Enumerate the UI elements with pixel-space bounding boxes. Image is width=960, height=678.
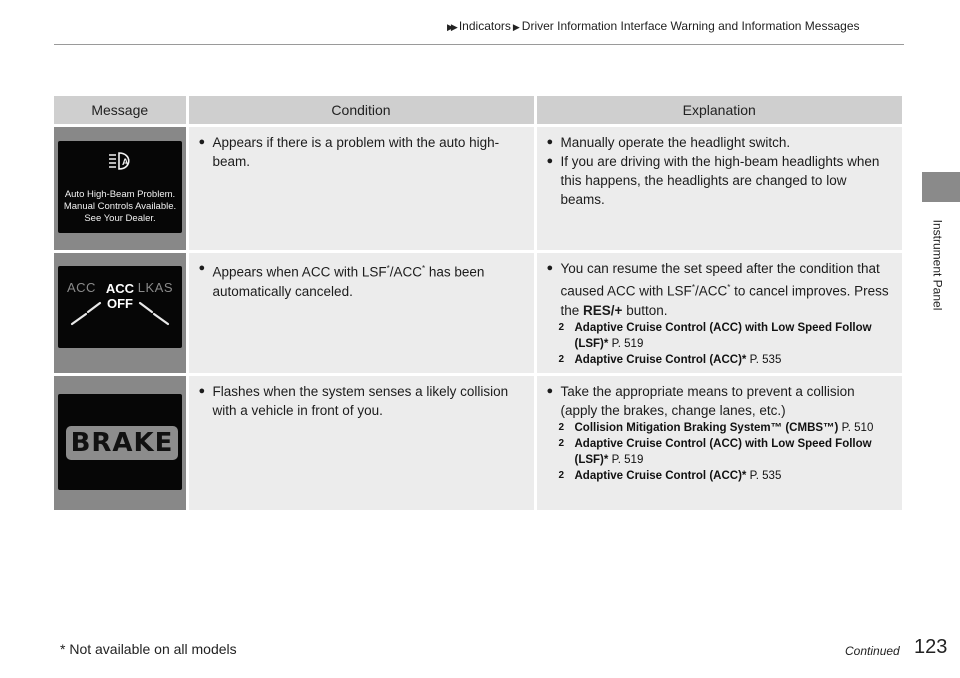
- cross-reference-link[interactable]: 2 Adaptive Cruise Control (ACC) with Low Speed Follow (LSF)* P. 519: [558, 438, 872, 466]
- svg-text:A: A: [122, 157, 129, 167]
- acc-off-label: ACC OFF: [105, 281, 135, 311]
- bullet-icon: [199, 382, 213, 420]
- reference-arrow-icon: 2: [558, 438, 565, 449]
- screen-line: Auto High-Beam Problem.: [64, 189, 176, 200]
- list-item: ● Appears when ACC with LSF*/ACC* has been automatically canceled.: [199, 259, 526, 301]
- header-message: Message: [54, 96, 187, 126]
- bullet-icon: [547, 259, 561, 320]
- cross-reference-link[interactable]: 2 Collision Mitigation Braking System™ (CMBS™) P. 510: [558, 422, 874, 434]
- header-condition: Condition: [187, 96, 535, 126]
- acc-off-screen: [58, 266, 182, 348]
- res-button-name: RES/+: [583, 302, 623, 318]
- double-arrow-icon: ▶▶: [447, 22, 455, 32]
- message-table: [54, 96, 902, 510]
- condition-cell: [187, 126, 535, 252]
- header-explanation: Explanation: [535, 96, 902, 126]
- message-cell: [54, 252, 187, 375]
- bullet-icon: [199, 259, 213, 301]
- reference-arrow-icon: 2: [558, 353, 565, 365]
- cross-reference-link[interactable]: 2 Adaptive Cruise Control (ACC)* P. 535: [558, 353, 782, 366]
- list-item: ● Flashes when the system senses a likely collision with a vehicle in front of you.: [199, 382, 526, 420]
- bullet-icon: [199, 133, 213, 171]
- breadcrumb-section: Indicators: [458, 19, 511, 33]
- list-item: ● You can resume the set speed after the condition that caused ACC with LSF*/ACC* to cancel improves. Press the RES/+ button.: [547, 259, 895, 320]
- condition-cell: [187, 252, 535, 375]
- list-item: ● Manually operate the headlight switch.: [547, 133, 895, 152]
- list-item: ● If you are driving with the high-beam headlights when this happens, the headlights are changed to low beams.: [547, 152, 895, 209]
- reference-arrow-icon: 2: [558, 470, 565, 481]
- bullet-icon: [547, 152, 561, 209]
- table-row: [54, 375, 902, 511]
- auto-high-beam-screen: [58, 141, 182, 233]
- page-number: 123: [914, 636, 948, 658]
- brake-warning-screen: [58, 394, 182, 490]
- auto-high-beam-icon: [108, 151, 134, 171]
- message-cell: [54, 375, 187, 511]
- cross-reference-link[interactable]: 2 Adaptive Cruise Control (ACC) with Low Speed Follow (LSF)* P. 519: [558, 321, 872, 350]
- cross-reference-link[interactable]: 2 Adaptive Cruise Control (ACC)* P. 535: [558, 470, 782, 482]
- table-header-row: [54, 96, 902, 126]
- explanation-cell: [535, 126, 902, 252]
- acc-indicator-label: ACC: [67, 280, 96, 295]
- reference-arrow-icon: 2: [558, 422, 565, 433]
- footnote: * Not available on all models: [60, 641, 237, 657]
- breadcrumb-subsection: Driver Information Interface Warning and Information Messages: [521, 19, 860, 33]
- explanation-cell: [535, 375, 902, 511]
- screen-line: Manual Controls Available.: [63, 201, 177, 212]
- arrow-icon: ▶: [512, 22, 520, 32]
- lkas-indicator-label: LKAS: [137, 280, 173, 295]
- breadcrumb: [447, 19, 860, 33]
- table-row: [54, 252, 902, 375]
- condition-cell: [187, 375, 535, 511]
- table-row: [54, 126, 902, 252]
- list-item: ● Take the appropriate means to prevent a collision (apply the brakes, change lanes, etc.): [547, 382, 895, 420]
- list-item: ● Appears if there is a problem with the auto high-beam.: [199, 133, 526, 171]
- continued-label: Continued: [845, 644, 900, 658]
- chapter-label-text: Instrument Panel: [930, 219, 944, 311]
- bullet-icon: [547, 382, 561, 420]
- bullet-icon: [547, 133, 561, 152]
- chapter-tab-marker: [922, 172, 960, 202]
- explanation-cell: [535, 252, 902, 375]
- chapter-label: [914, 200, 960, 330]
- brake-warning-box: [66, 426, 178, 460]
- header-rule: [54, 44, 904, 45]
- reference-arrow-icon: 2: [558, 321, 565, 333]
- brake-label: BRAKE: [70, 428, 174, 458]
- message-cell: [54, 126, 187, 252]
- screen-line: See Your Dealer.: [84, 213, 156, 224]
